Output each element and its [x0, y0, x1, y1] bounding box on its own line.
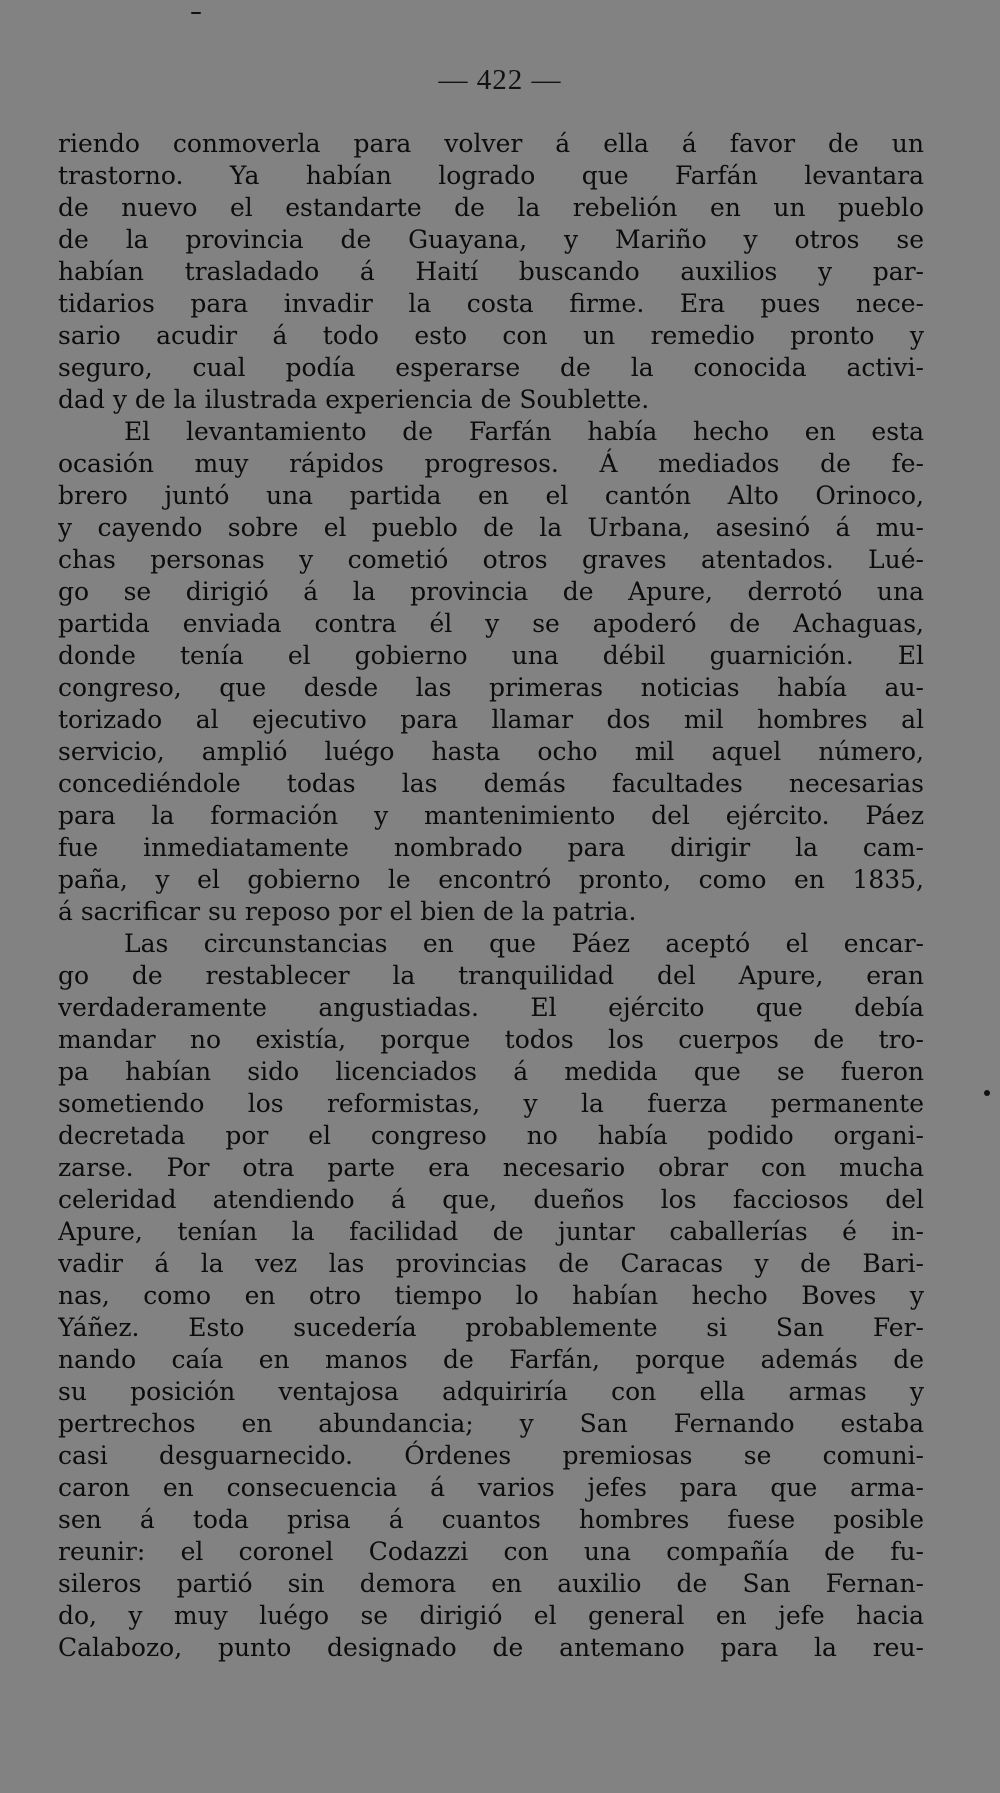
text-line: chas personas y cometió otros graves atentados. Lué- — [58, 545, 924, 574]
text-line: donde tenía el gobierno una débil guarnición. El — [58, 641, 924, 670]
text-line: Calabozo, punto designado de antemano para la reu- — [58, 1633, 924, 1662]
text-line: decretada por el congreso no había podido organi- — [58, 1121, 924, 1150]
text-line: zarse. Por otra parte era necesario obrar con mucha — [58, 1153, 924, 1182]
text-line: y cayendo sobre el pueblo de la Urbana, asesinó á mu- — [58, 513, 924, 542]
text-line: ocasión muy rápidos progresos. Á mediados de fe- — [58, 449, 924, 478]
page-number: — 422 — — [438, 64, 562, 96]
text-line: de la provincia de Guayana, y Mariño y otros se — [58, 225, 924, 254]
text-line: pertrechos en abundancia; y San Fernando estaba — [58, 1409, 924, 1438]
text-line: sen á toda prisa á cuantos hombres fuese posible — [58, 1505, 924, 1534]
paragraph-first-line: Las circunstancias en que Páez aceptó el encar- — [124, 929, 924, 958]
text-line: reunir: el coronel Codazzi con una compañía de fu- — [58, 1537, 924, 1566]
text-line: brero juntó una partida en el cantón Alto Orinoco, — [58, 481, 924, 510]
text-line: su posición ventajosa adquiriría con ella armas y — [58, 1377, 924, 1406]
ink-speck — [984, 1090, 990, 1096]
text-line: para la formación y mantenimiento del ejército. Páez — [58, 801, 924, 830]
text-line: verdaderamente angustiadas. El ejército que debía — [58, 993, 924, 1022]
text-line: Yáñez. Esto sucedería probablemente si San Fer- — [58, 1313, 924, 1342]
text-line: partida enviada contra él y se apoderó de Achaguas, — [58, 609, 924, 638]
text-line: caron en consecuencia á varios jefes para que arma- — [58, 1473, 924, 1502]
text-line: nas, como en otro tiempo lo habían hecho Boves y — [58, 1281, 924, 1310]
text-line: habían trasladado á Haití buscando auxilios y par- — [58, 257, 924, 286]
text-line: vadir á la vez las provincias de Caracas y de Bari- — [58, 1249, 924, 1278]
ink-speck — [191, 12, 201, 14]
text-line: dad y de la ilustrada experiencia de Soublette. — [58, 385, 650, 414]
text-line: sileros partió sin demora en auxilio de San Fernan- — [58, 1569, 924, 1598]
text-line: mandar no existía, porque todos los cuerpos de tro- — [58, 1025, 924, 1054]
text-line: servicio, amplió luégo hasta ocho mil aquel número, — [58, 737, 924, 766]
text-line: go de restablecer la tranquilidad del Apure, eran — [58, 961, 924, 990]
text-line: nando caía en manos de Farfán, porque además de — [58, 1345, 924, 1374]
text-line: tidarios para invadir la costa firme. Era pues nece- — [58, 289, 924, 318]
text-line: Apure, tenían la facilidad de juntar caballerías é in- — [58, 1217, 924, 1246]
text-line: seguro, cual podía esperarse de la conocida activi- — [58, 353, 924, 382]
text-line: do, y muy luégo se dirigió el general en jefe hacia — [58, 1601, 924, 1630]
text-line: á sacrificar su reposo por el bien de la patria. — [58, 897, 637, 926]
text-line: congreso, que desde las primeras noticias había au- — [58, 673, 924, 702]
text-line: sario acudir á todo esto con un remedio pronto y — [58, 321, 924, 350]
text-line: trastorno. Ya habían logrado que Farfán levantara — [58, 161, 924, 190]
text-line: concediéndole todas las demás facultades necesarias — [58, 769, 924, 798]
text-line: paña, y el gobierno le encontró pronto, como en 1835, — [58, 865, 924, 894]
paragraph-first-line: El levantamiento de Farfán había hecho en esta — [124, 417, 924, 446]
text-line: sometiendo los reformistas, y la fuerza permanente — [58, 1089, 924, 1118]
text-line: pa habían sido licenciados á medida que se fueron — [58, 1057, 924, 1086]
text-line: torizado al ejecutivo para llamar dos mil hombres al — [58, 705, 924, 734]
text-line: fue inmediatamente nombrado para dirigir la cam- — [58, 833, 924, 862]
text-line: de nuevo el estandarte de la rebelión en un pueblo — [58, 193, 924, 222]
text-line: casi desguarnecido. Órdenes premiosas se comuni- — [58, 1441, 924, 1470]
body-text — [58, 128, 924, 1664]
text-line: go se dirigió á la provincia de Apure, derrotó una — [58, 577, 924, 606]
text-line: celeridad atendiendo á que, dueños los facciosos del — [58, 1185, 924, 1214]
text-line: riendo conmoverla para volver á ella á favor de un — [58, 129, 924, 158]
